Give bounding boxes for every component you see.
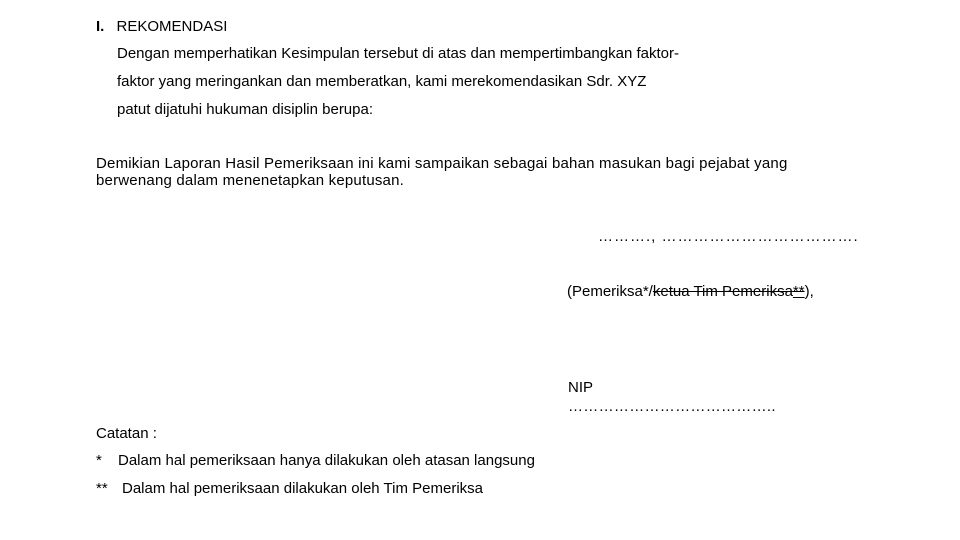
place-date-field: ………., ………………………………. bbox=[598, 228, 859, 245]
examiner-struck-text: ketua Tim Pemeriksa bbox=[652, 283, 793, 300]
nip-value: ………………………………….. bbox=[568, 398, 776, 415]
section-number: I. bbox=[96, 18, 105, 35]
note-item bbox=[96, 480, 483, 497]
note-marker: * bbox=[96, 452, 102, 469]
recommendation-line-3: patut dijatuhi hukuman disiplin berupa: bbox=[117, 101, 374, 118]
examiner-struck-marks: ** bbox=[792, 283, 805, 300]
section-heading bbox=[96, 18, 227, 35]
examiner-suffix: ), bbox=[804, 283, 814, 300]
examiner-prefix: (Pemeriksa*/ bbox=[567, 283, 653, 300]
examiner-role bbox=[567, 283, 814, 300]
section-title: REKOMENDASI bbox=[116, 18, 228, 35]
note-marker: ** bbox=[96, 480, 108, 497]
recommendation-line-2: faktor yang meringankan dan memberatkan, kami merekomendasikan Sdr. XYZ bbox=[117, 73, 647, 90]
note-item bbox=[96, 452, 535, 469]
closing-paragraph: Demikian Laporan Hasil Pemeriksaan ini kami sampaikan sebagai bahan masukan bagi pejabat yang berwenang dalam menenetapkan keputusan. bbox=[96, 155, 788, 189]
note-text: Dalam hal pemeriksaan hanya dilakukan oleh atasan langsung bbox=[118, 452, 535, 469]
note-text: Dalam hal pemeriksaan dilakukan oleh Tim Pemeriksa bbox=[122, 480, 483, 497]
recommendation-line-1: Dengan memperhatikan Kesimpulan tersebut di atas dan mempertimbangkan faktor- bbox=[117, 45, 679, 62]
nip-label: NIP bbox=[568, 379, 594, 396]
notes-title: Catatan : bbox=[96, 425, 157, 442]
